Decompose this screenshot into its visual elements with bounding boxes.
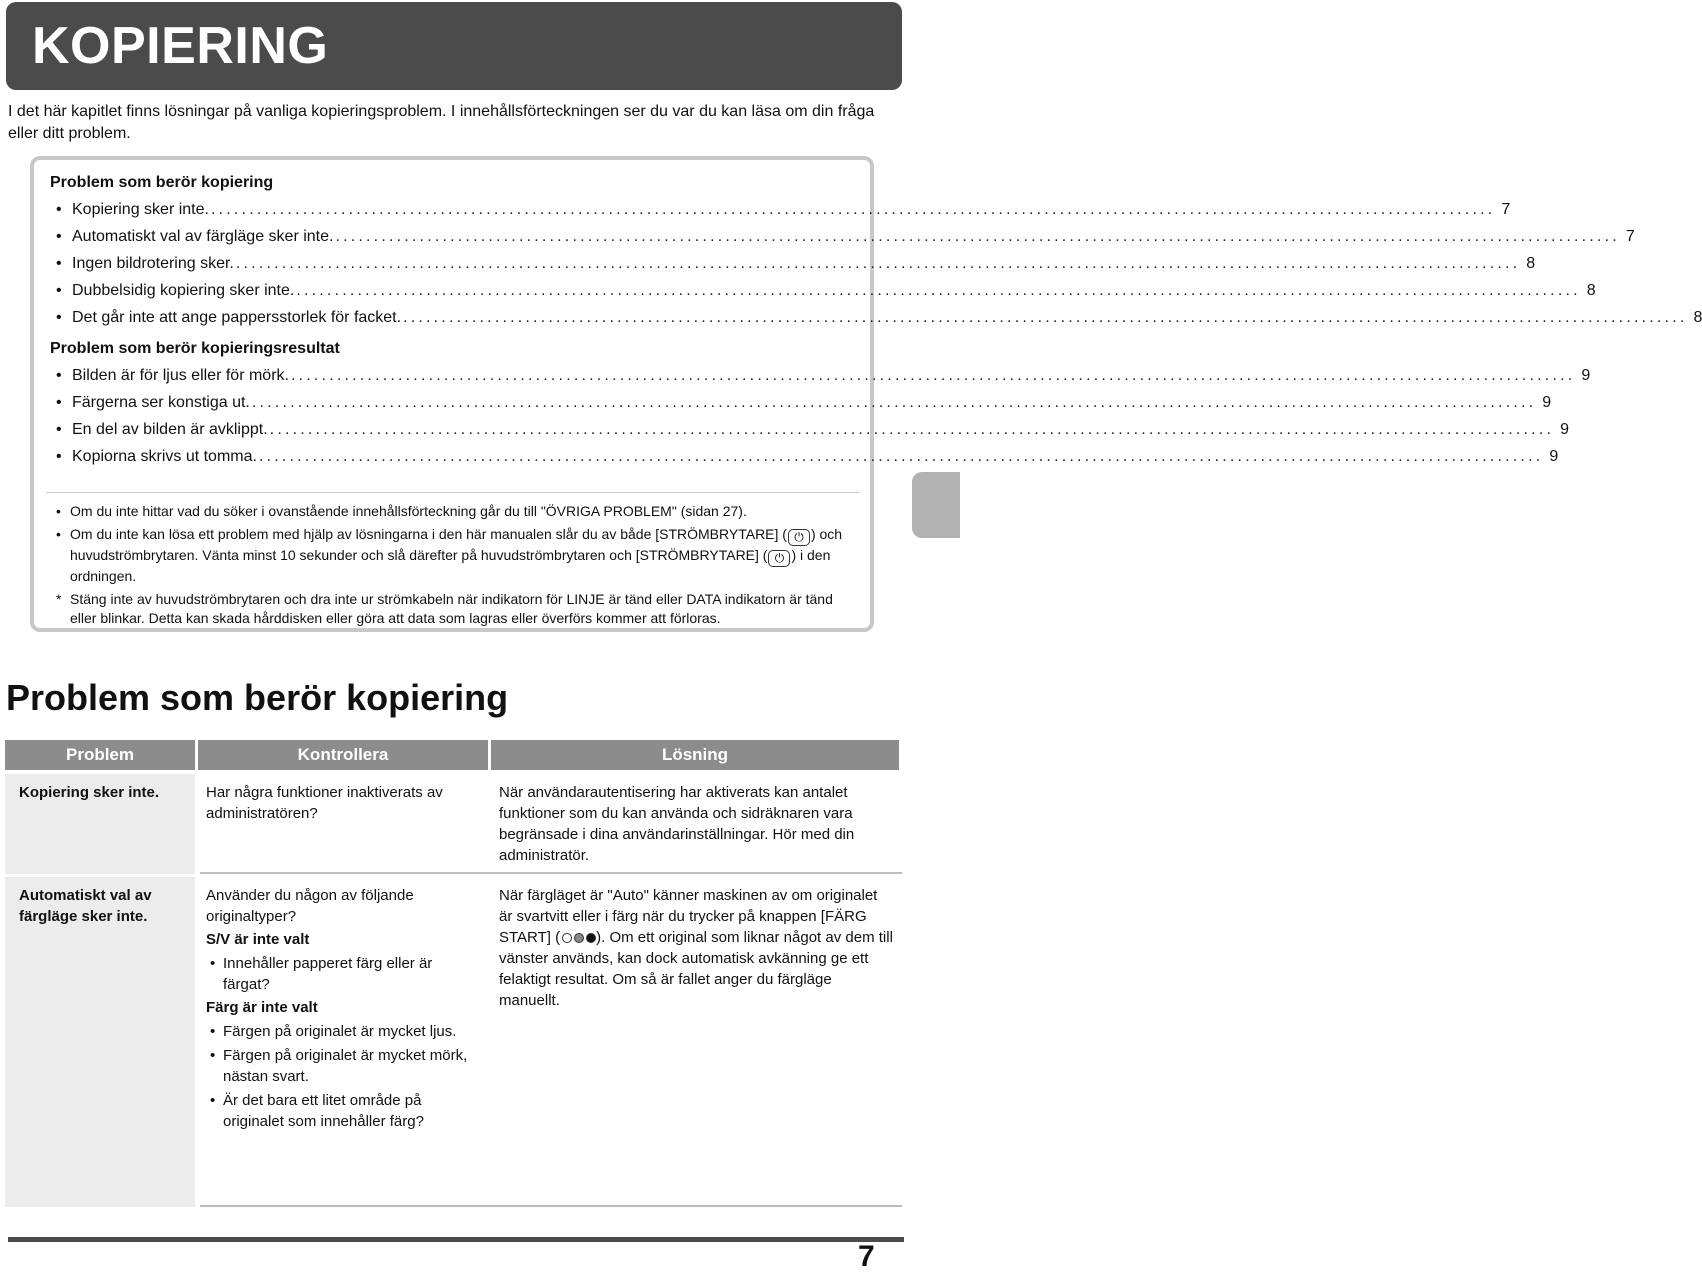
toc-leader-dots: ........................................................................................................................................................................ — [211, 199, 1495, 221]
section-title: Problem som berör kopiering — [6, 677, 508, 719]
toc-page: 8 — [1694, 307, 1702, 329]
toc-item[interactable] — [50, 365, 850, 392]
note — [56, 525, 852, 586]
toc-item[interactable] — [50, 280, 850, 307]
toc-page: 7 — [1626, 226, 1635, 248]
note — [56, 590, 852, 628]
color-indicator-icon — [574, 933, 584, 943]
toc-leader-dots: ........................................................................................................................................................................ — [296, 280, 1580, 302]
toc-page: 9 — [1542, 392, 1551, 414]
intro-text: I det här kapitlet finns lösningar på vanliga kopieringsproblem. I innehållsförteckningen ser du var du kan läsa om din fråga eller ditt problem. — [8, 101, 898, 145]
solution-text: När färgläget är "Auto" känner maskinen av om originalet är svartvitt eller i färg när du trycker på knappen [FÄRG START] ( — [499, 887, 877, 946]
toc-leader-dots: ........................................................................................................................................................................ — [236, 253, 1520, 275]
toc-item[interactable] — [50, 253, 850, 280]
toc-divider — [46, 492, 860, 493]
toc-item-text: • Kopiering sker inte. — [72, 199, 209, 221]
toc-leader-dots: ........................................................................................................................................................................ — [252, 392, 1536, 414]
toc-leader-dots: ........................................................................................................................................................................ — [403, 307, 1687, 329]
check-bullet: • Är det bara ett litet område på originalet som innehåller färg? — [206, 1090, 482, 1132]
toc-item-text: • Bilden är för ljus eller för mörk. — [72, 365, 289, 387]
toc-notes — [56, 502, 852, 632]
chapter-header — [6, 2, 902, 90]
toc-item-text: • En del av bilden är avklippt. — [72, 419, 268, 441]
solution-cell — [491, 877, 899, 1207]
column-header-solution: Lösning — [491, 740, 899, 770]
power-icon: ⏻ — [768, 550, 790, 567]
toc-page: 9 — [1549, 446, 1558, 468]
chapter-title: KOPIERING — [32, 16, 328, 76]
toc-item-text: • Det går inte att ange pappersstorlek för facket. — [72, 307, 401, 329]
toc-item[interactable] — [50, 446, 850, 473]
toc-leader-dots: ........................................................................................................................................................................ — [335, 226, 1619, 248]
toc-item[interactable] — [50, 392, 850, 419]
check-intro: Använder du någon av följande originaltyper? — [206, 885, 482, 927]
toc-item-text: • Kopiorna skrivs ut tomma. — [72, 446, 257, 468]
note-text: ) och huvudströmbrytaren. Vänta minst 10 sekunder och slå därefter på huvudströmbrytaren och [STRÖMBRYTARE] ( — [70, 526, 842, 563]
black-indicator-icon — [586, 933, 596, 943]
toc-list — [50, 172, 850, 473]
page-number: 7 — [858, 1240, 875, 1274]
table-row — [5, 774, 902, 874]
toc-item[interactable] — [50, 226, 850, 253]
toc-box — [30, 156, 874, 632]
toc-item-text: • Färgerna ser konstiga ut. — [72, 392, 250, 414]
toc-leader-dots: ........................................................................................................................................................................ — [259, 446, 1543, 468]
column-header-check: Kontrollera — [198, 740, 488, 770]
bullet-marker: • — [56, 525, 61, 544]
toc-page: 8 — [1526, 253, 1535, 275]
toc-item-text: • Ingen bildrotering sker. — [72, 253, 234, 275]
toc-page: 9 — [1560, 419, 1569, 441]
toc-item[interactable] — [50, 307, 850, 334]
note-text: Om du inte kan lösa ett problem med hjälp av lösningarna i den här manualen slår du av både [STRÖMBRYTARE] ( — [70, 526, 787, 542]
check-subheading: Färg är inte valt — [206, 997, 482, 1018]
check-subheading: S/V är inte valt — [206, 929, 482, 950]
row-divider — [200, 1205, 902, 1207]
note-text: ) i den ordningen. — [70, 547, 830, 584]
toc-heading: Problem som berör kopiering — [50, 172, 850, 199]
column-header-problem: Problem — [5, 740, 195, 770]
toc-page: 7 — [1501, 199, 1510, 221]
toc-item-text: • Dubbelsidig kopiering sker inte. — [72, 280, 294, 302]
note-text: Om du inte hittar vad du söker i ovanstående innehållsförteckning går du till "ÖVRIGA PROBLEM" (sidan 27). — [70, 503, 747, 519]
note-text: Stäng inte av huvudströmbrytaren och dra inte ur strömkabeln när indikatorn för LINJE är tänd eller DATA indikatorn är tänd eller blinkar. Detta kan skada hårddisken eller göra att data som lagras eller överförs kommer att förloras. — [70, 591, 833, 626]
asterisk-marker: * — [56, 590, 61, 609]
solution-cell: När användarautentisering har aktiverats kan antalet funktioner som du kan använda och sidräknaren vara begränsade i dina användarinställningar. Hör med din administratör. — [491, 774, 899, 874]
toc-item-text: • Automatiskt val av färgläge sker inte. — [72, 226, 333, 248]
toc-page: 8 — [1587, 280, 1596, 302]
toc-leader-dots: ........................................................................................................................................................................ — [291, 365, 1575, 387]
power-icon: ⏻ — [788, 529, 810, 546]
row-divider — [200, 872, 902, 874]
check-bullet: • Färgen på originalet är mycket mörk, nästan svart. — [206, 1045, 482, 1087]
toc-page: 9 — [1581, 365, 1590, 387]
check-cell: Har några funktioner inaktiverats av administratören? — [198, 774, 488, 874]
troubleshooting-table — [5, 740, 902, 1207]
footer-rule — [8, 1237, 904, 1242]
chapter-tab-marker — [912, 472, 960, 538]
table-header — [5, 740, 902, 770]
check-cell — [198, 877, 488, 1207]
toc-leader-dots: ........................................................................................................................................................................ — [270, 419, 1554, 441]
toc-item[interactable] — [50, 419, 850, 446]
check-bullet: • Innehåller papperet färg eller är färgat? — [206, 953, 482, 995]
check-bullet: • Färgen på originalet är mycket ljus. — [206, 1021, 482, 1042]
table-row — [5, 877, 902, 1207]
toc-heading: Problem som berör kopieringsresultat — [50, 338, 850, 365]
problem-cell: Kopiering sker inte. — [5, 774, 195, 874]
solution-text: ). Om ett original som liknar något av dem till vänster används, kan dock automatisk avkänning ge ett felaktigt resultat. Om så är fallet anger du färgläge manuellt. — [499, 929, 893, 1009]
bullet-marker: • — [56, 502, 61, 521]
bw-indicator-icon — [562, 933, 572, 943]
note — [56, 502, 852, 521]
toc-item[interactable] — [50, 199, 850, 226]
problem-cell: Automatiskt val av färgläge sker inte. — [5, 877, 195, 1207]
